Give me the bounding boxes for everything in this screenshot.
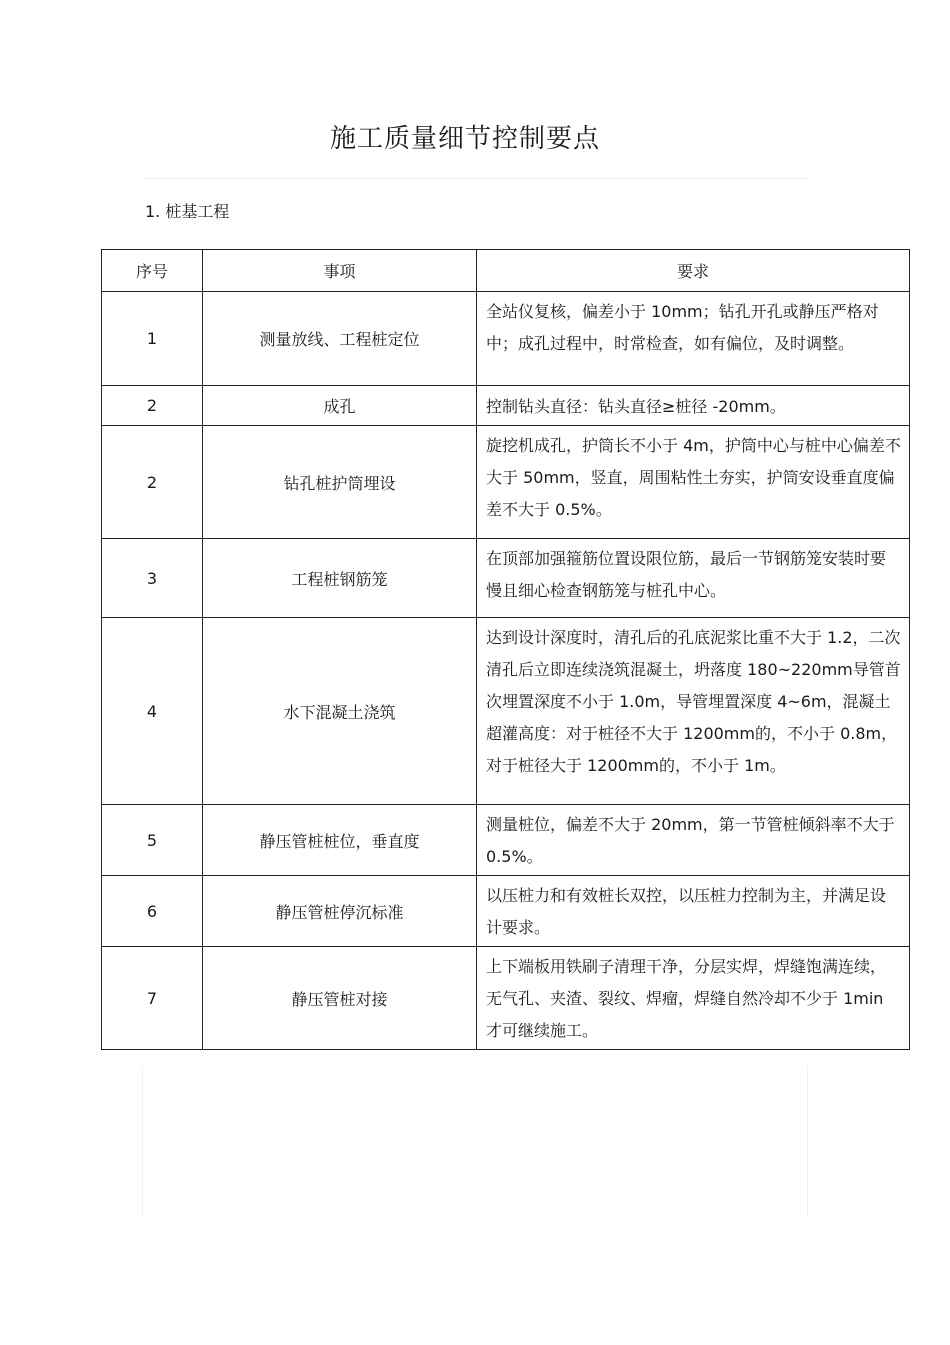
title-divider [142, 178, 808, 179]
row-number: 1 [102, 292, 203, 386]
table-header-row [102, 250, 910, 292]
table-row [102, 876, 910, 947]
row-requirement: 控制钻头直径：钻头直径≥桩径 -20mm。 [477, 386, 910, 426]
row-item: 静压管桩停沉标准 [203, 876, 477, 947]
row-number: 6 [102, 876, 203, 947]
row-requirement: 测量桩位，偏差不大于 20mm，第一节管桩倾斜率不大于 0.5%。 [477, 805, 910, 876]
page-title: 施工质量细节控制要点 [329, 124, 600, 154]
row-item: 静压管桩桩位，垂直度 [203, 805, 477, 876]
row-requirement: 以压桩力和有效桩长双控，以压桩力控制为主，并满足设计要求。 [477, 876, 910, 947]
header-number: 序号 [102, 250, 203, 292]
row-item: 静压管桩对接 [203, 947, 477, 1050]
row-item: 工程桩钢筋笼 [203, 539, 477, 618]
row-requirement: 达到设计深度时，清孔后的孔底泥浆比重不大于 1.2，二次清孔后立即连续浇筑混凝土，坍落度 180~220mm导管首次埋置深度不小于 1.0m，导管埋置深度 4~6m，混凝土超灌高度：对于桩径不大于 1200mm的，不小于 0.8m，对于桩径大于 1200mm的，不小于 1m。 [477, 618, 910, 805]
table-row [102, 386, 910, 426]
row-requirement: 上下端板用铁刷子清理干净，分层实焊，焊缝饱满连续，无气孔、夹渣、裂纹、焊瘤，焊缝自然冷却不少于 1min 才可继续施工。 [477, 947, 910, 1050]
row-requirement: 在顶部加强箍筋位置设限位筋，最后一节钢筋笼安装时要慢且细心检查钢筋笼与桩孔中心。 [477, 539, 910, 618]
row-item: 成孔 [203, 386, 477, 426]
table-row [102, 947, 910, 1050]
blank-frame [142, 1066, 808, 1216]
header-requirement: 要求 [477, 250, 910, 292]
row-number: 5 [102, 805, 203, 876]
row-requirement: 旋挖机成孔，护筒长不小于 4m，护筒中心与桩中心偏差不大于 50mm，竖直，周围粘性土夯实，护筒安设垂直度偏差不大于 0.5%。 [477, 426, 910, 539]
table-row [102, 292, 910, 386]
table-row [102, 805, 910, 876]
row-item: 测量放线、工程桩定位 [203, 292, 477, 386]
table-row [102, 618, 910, 805]
table-row [102, 426, 910, 539]
row-number: 4 [102, 618, 203, 805]
row-number: 2 [102, 386, 203, 426]
row-item: 水下混凝土浇筑 [203, 618, 477, 805]
requirements-table [101, 249, 910, 1050]
section-heading: 1. 桩基工程 [145, 202, 230, 221]
header-item: 事项 [203, 250, 477, 292]
table-row [102, 539, 910, 618]
row-number: 2 [102, 426, 203, 539]
row-number: 7 [102, 947, 203, 1050]
row-item: 钻孔桩护筒埋设 [203, 426, 477, 539]
row-requirement: 全站仪复核，偏差小于 10mm；钻孔开孔或静压严格对中；成孔过程中，时常检查，如有偏位，及时调整。 [477, 292, 910, 386]
row-number: 3 [102, 539, 203, 618]
